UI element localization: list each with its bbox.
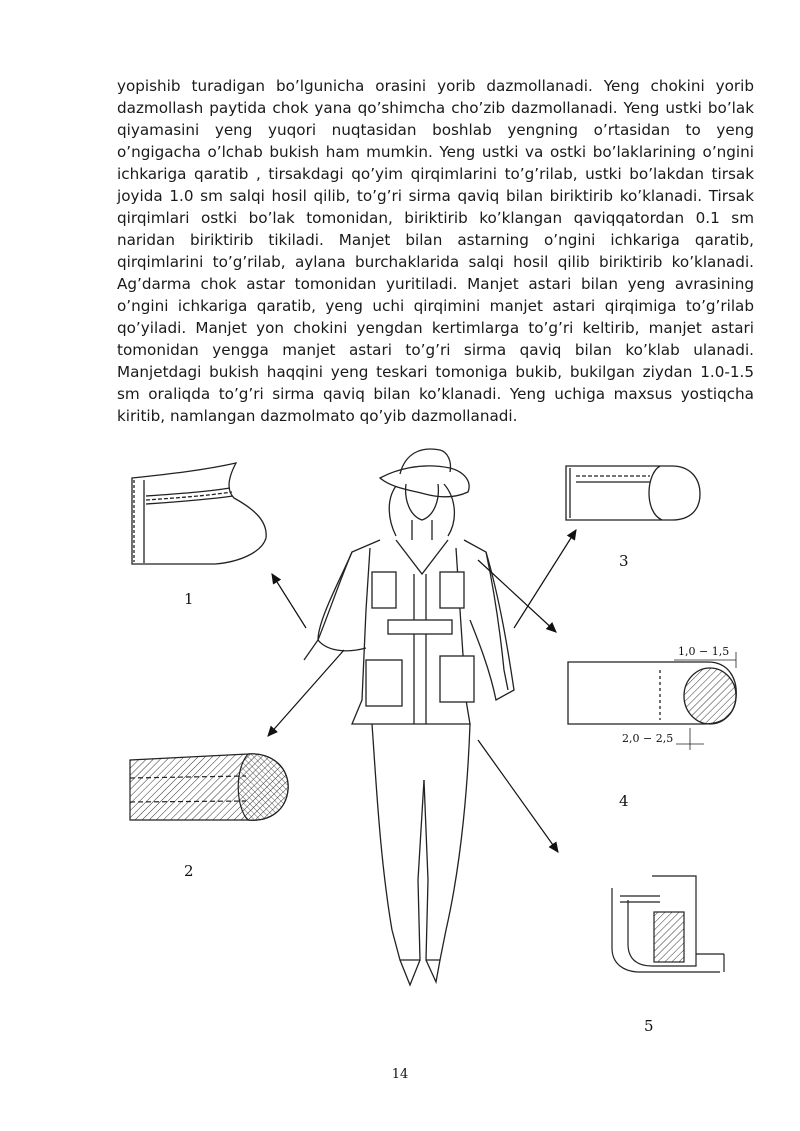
text-line: tomonidan yengga manjet astari to’g’ri sirma qaviq bilan ko’klab ulanadi. [117,341,754,359]
figure-label-5: 5 [644,1017,654,1035]
text-line: dazmollash paytida chok yana qo’shimcha cho’zib dazmollanadi. Yeng ustki bo’lak [117,99,754,117]
figure-label-1: 1 [184,590,194,608]
text-line: joyida 1.0 sm salqi hosil qilib, to’g’ri sirma qaviq bilan biriktirib ko’klanadi. Tirsak [117,187,754,205]
sleeve-detail-5 [612,876,724,972]
text-line: Ag’darma chok astar tomonidan yuritiladi. Manjet astari bilan yeng avrasining [117,275,754,293]
text-line: qo’yiladi. Manjet yon chokini yengdan kertimlarga to’g’ri keltirib, manjet astari [117,319,754,337]
text-line: kiritib, namlangan dazmolmato qo’yib dazmollanadi. [117,407,518,425]
body-paragraph [117,75,754,427]
dimension-bottom: 2,0 − 2,5 [622,732,674,745]
text-line: yopishib turadigan bo’lgunicha orasini yorib dazmollanadi. Yeng chokini yorib [117,77,754,95]
text-line: naridan biriktirib tikiladi. Manjet bilan astarning o’ngini ichkariga qaratib, [117,231,754,249]
fashion-figure-illustration [304,449,514,985]
sleeve-detail-1 [132,463,266,564]
text-line: sm oraliqda to’g’ri sirma qaviq bilan ko’klanadi. Yeng uchiga maxsus yostiqcha [117,385,754,403]
dimension-top: 1,0 − 1,5 [678,645,730,658]
page-number: 14 [391,1067,409,1082]
text-line: Manjetdagi bukish haqqini yeng teskari tomoniga bukib, bukilgan ziydan 1.0-1.5 [117,363,754,381]
sleeve-construction-figure [0,440,800,1060]
sleeve-detail-2 [130,754,288,820]
text-line: o’ngini ichkariga qaratib, yeng uchi qirqimini manjet astari qirqimiga to’g’rilab [117,297,754,315]
text-line: o’ngigacha o’lchab bukish ham mumkin. Yeng ustki va ostki bo’laklarining o’ngini [117,143,754,161]
figure-label-3: 3 [619,552,629,570]
text-line: qirqimlarini to’g’rilab, aylana burchaklarida salqi hosil qilib biriktirib ko’klanadi. [117,253,754,271]
text-line: ichkariga qaratib , tirsakdagi qo’yim qirqimlarini to’g’rilab, ustki bo’lakdan tirsak [117,165,754,183]
text-line: qirqimlari ostki bo’lak tomonidan, biriktirib ko’klangan qaviqqatordan 0.1 sm [117,209,754,227]
sleeve-detail-3 [566,466,700,520]
figure-label-2: 2 [184,862,194,880]
text-line: qiyamasini yeng yuqori nuqtasidan boshlab yengning o’rtasidan to yeng [117,121,754,139]
figure-label-4: 4 [619,792,629,810]
